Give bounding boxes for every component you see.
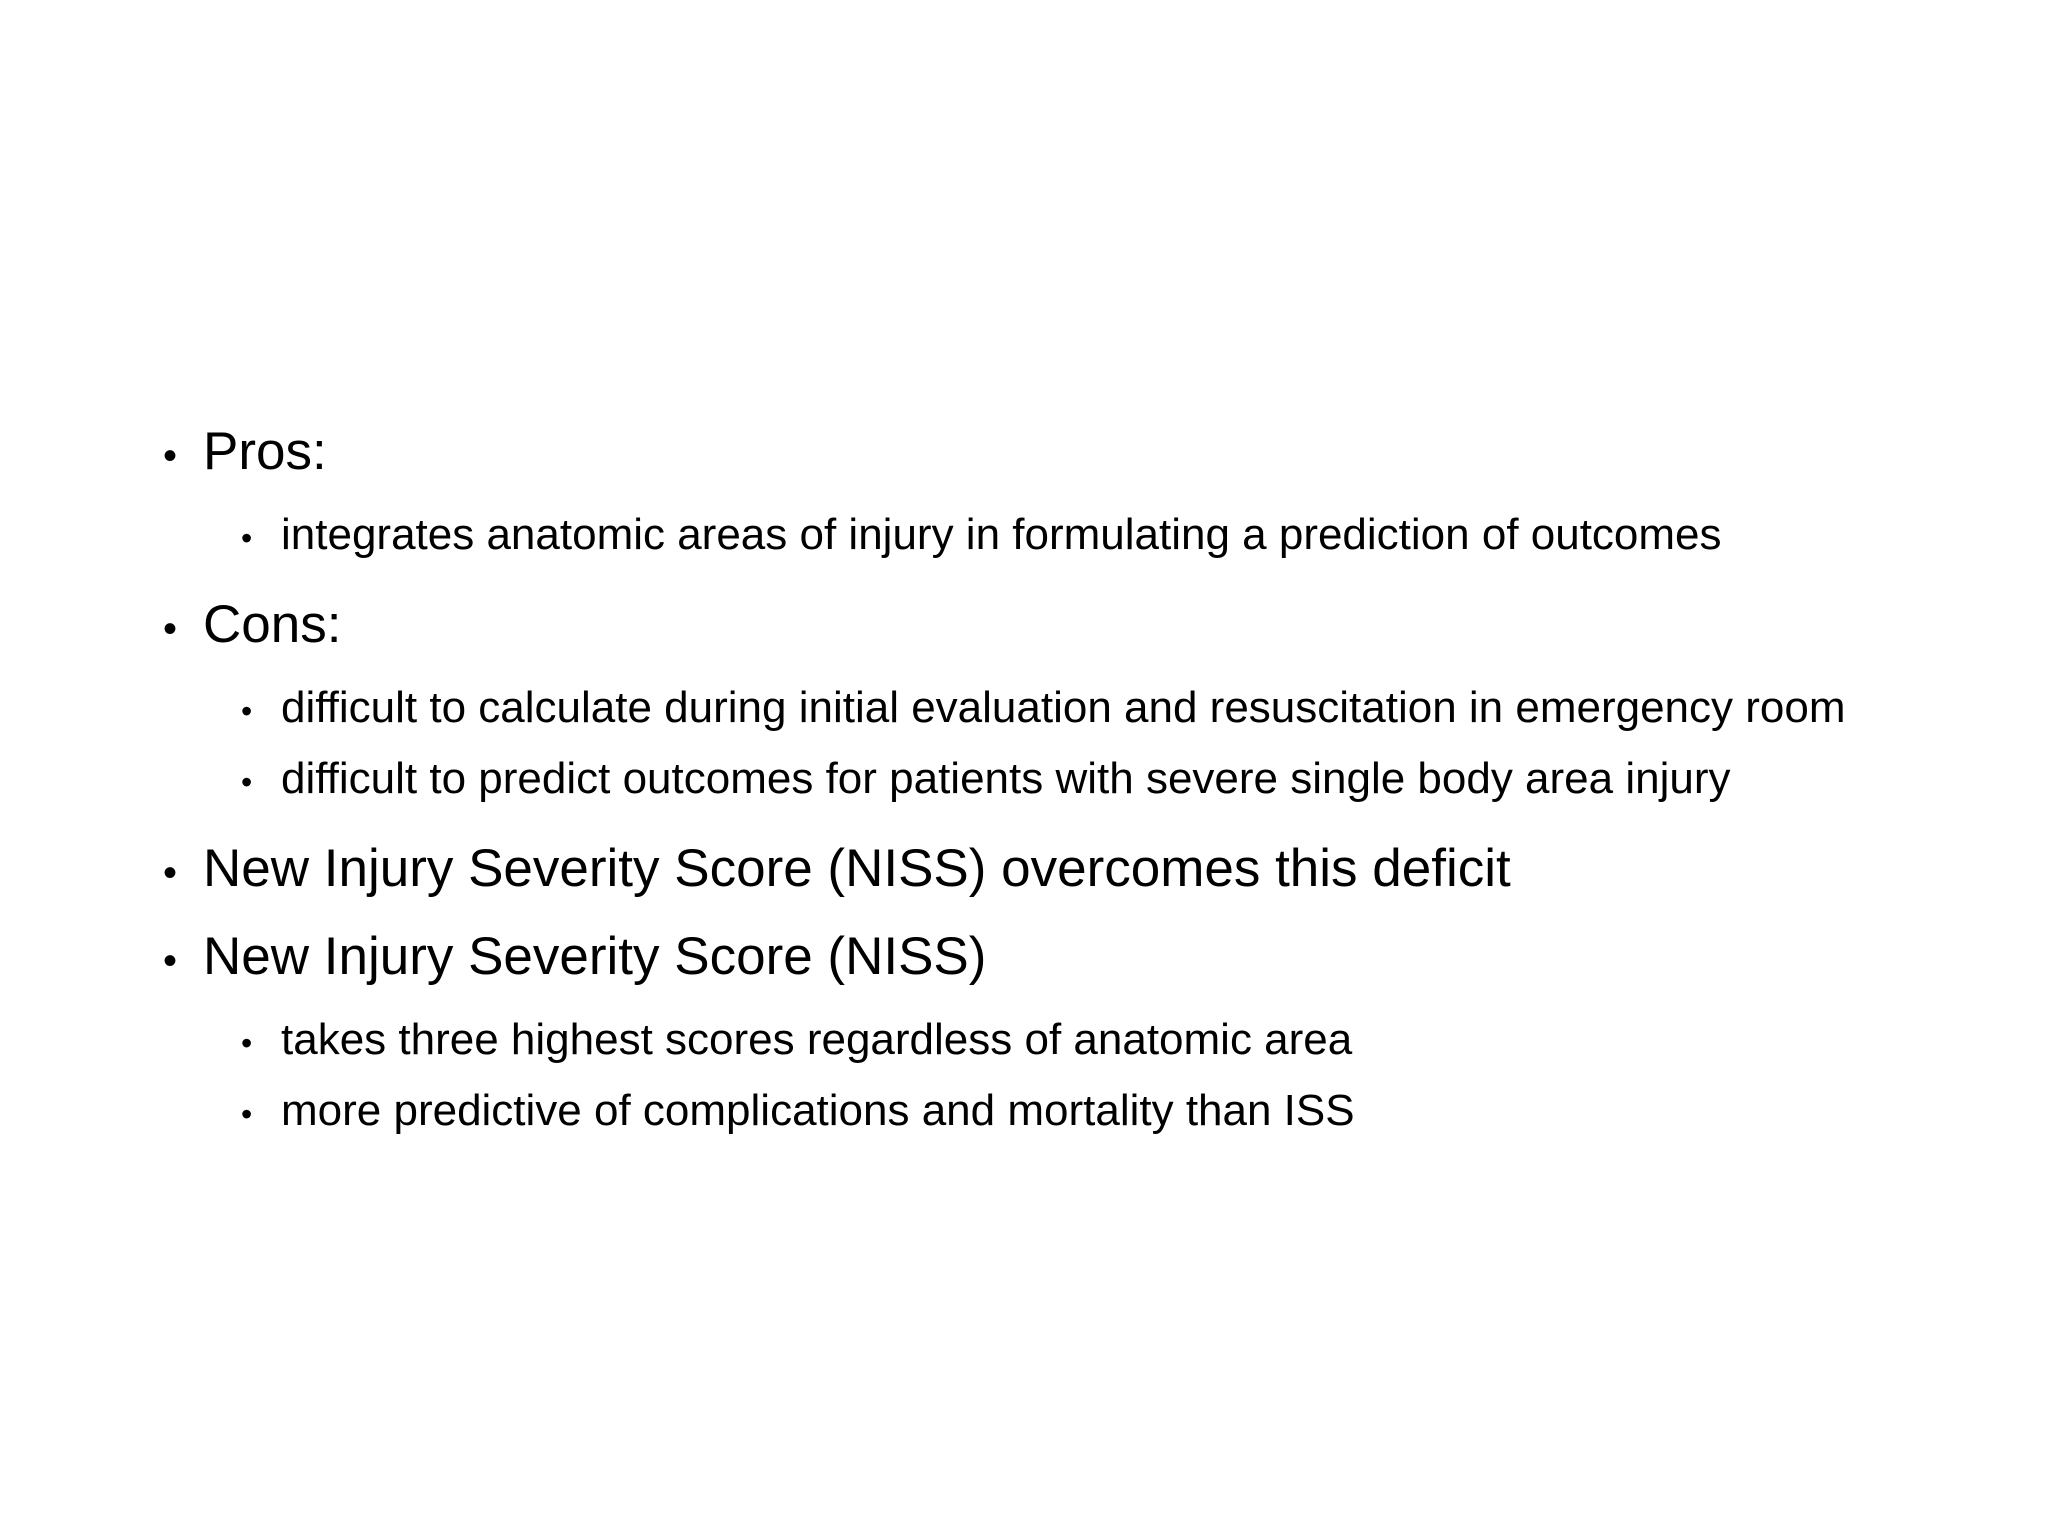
bullet-text: more predictive of complications and mortality than ISS [281,1086,1355,1135]
bullet-icon: • [163,434,178,478]
bullet-icon: • [163,607,178,651]
sub-bullet-item [241,752,1923,809]
bullet-icon: • [241,693,253,729]
bullet-text: difficult to calculate during initial evaluation and resuscitation in emergency room [281,683,1846,732]
bullet-icon: • [241,520,253,556]
bullet-icon: • [241,1096,253,1132]
bullet-text: Cons: [203,595,342,654]
bullet-text: takes three highest scores regardless of anatomic area [281,1015,1353,1064]
bullet-list [163,420,1923,1155]
bullet-text: New Injury Severity Score (NISS) [203,927,987,986]
sub-bullet-item [241,508,1923,565]
bullet-icon: • [163,939,178,983]
bullet-item-cons [163,593,1923,661]
bullet-text: New Injury Severity Score (NISS) overcomes this deficit [203,839,1511,898]
bullet-item-pros [163,420,1923,488]
bullet-item-niss-deficit [163,837,1923,905]
bullet-icon: • [163,851,178,895]
bullet-text: Pros: [203,422,327,481]
bullet-text: difficult to predict outcomes for patients with severe single body area injury [281,754,1731,803]
bullet-icon: • [241,764,253,800]
sub-bullet-item [241,1013,1923,1070]
sub-bullet-item [241,1084,1923,1141]
bullet-item-niss [163,925,1923,993]
bullet-text: integrates anatomic areas of injury in formulating a prediction of outcomes [281,510,1722,559]
bullet-icon: • [241,1025,253,1061]
sub-bullet-item [241,681,1923,738]
